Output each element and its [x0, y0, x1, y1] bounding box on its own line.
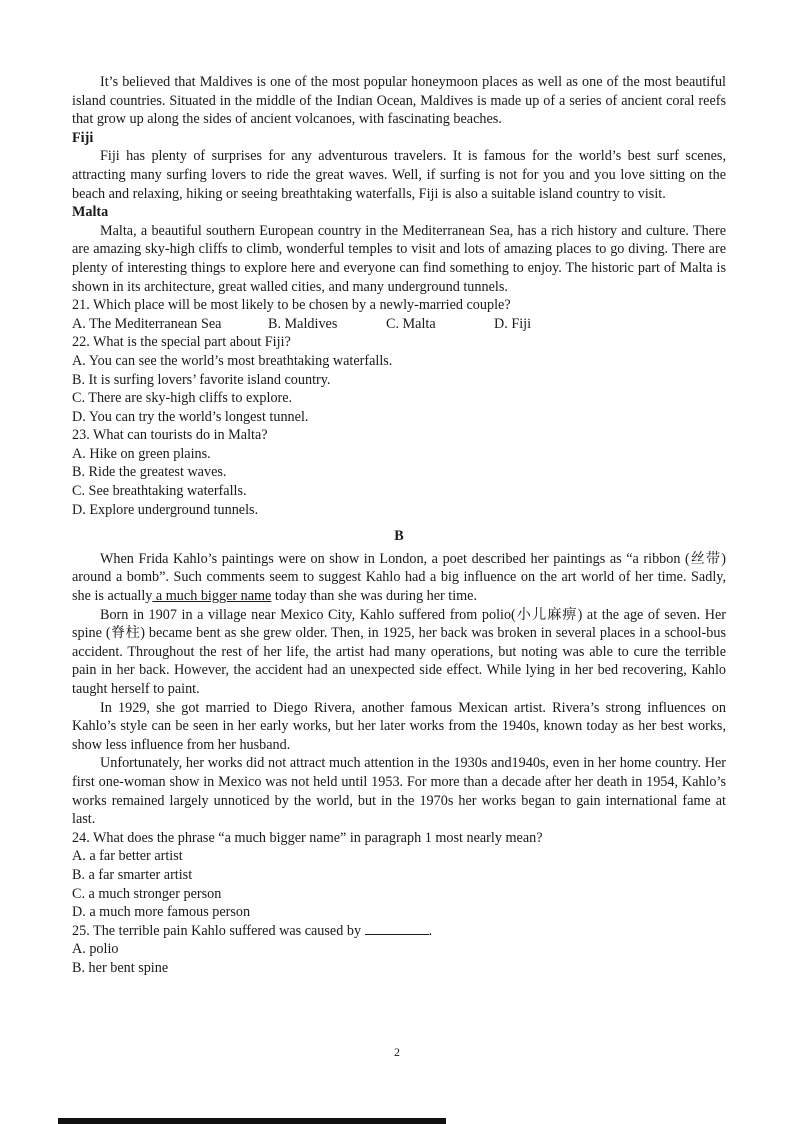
- question-22-option-c: C. There are sky-high cliffs to explore.: [72, 390, 293, 407]
- kahlo-paragraph-1: [72, 550, 726, 606]
- fiji-heading: Fiji: [72, 129, 94, 146]
- question-21-stem: 21. Which place will be most likely to be chosen by a newly-married couple?: [72, 297, 511, 314]
- question-21-option-a: A. The Mediterranean Sea: [72, 315, 222, 332]
- question-25-option-b: B. her bent spine: [72, 959, 169, 976]
- question-21-option-b: B. Maldives: [268, 315, 338, 332]
- question-25-line: [72, 922, 726, 941]
- question-24-option-b: B. a far smarter artist: [72, 866, 193, 883]
- kahlo-p1-text-before: When Frida Kahlo’s paintings were on show in London, a poet described her paintings as “a ribbon (丝带) around a bomb”. Such comments seem to suggest Kahlo had a big influence on the art world of her time. Sadly, she is actually: [72, 550, 726, 605]
- malta-paragraph: Malta, a beautiful southern European country in the Mediterranean Sea, has a rich history and culture. There are amazing sky-high cliffs to climb, wonderful temples to visit and lots of amazing places to go diving. There are plenty of interesting things to explore here and everyone can find something to enjoy. The historic part of Malta is shown in its architecture, great walled cities, and many underground tunnels.: [72, 222, 726, 295]
- kahlo-paragraph-3: In 1929, she got married to Diego Rivera, another famous Mexican artist. Rivera’s strong influences on Kahlo’s style can be seen in her early works, but her later works from the 1940s, known today as her best works, show less influence from her husband.: [72, 699, 726, 753]
- question-22-option-b: B. It is surfing lovers’ favorite island country.: [72, 371, 331, 388]
- question-25-option-a: A. polio: [72, 941, 119, 958]
- underlined-phrase: a much bigger name: [152, 588, 272, 605]
- exam-page: [72, 73, 726, 978]
- page-number: 2: [394, 1045, 400, 1059]
- question-24-option-c: C. a much stronger person: [72, 885, 222, 902]
- question-25-stem: 25. The terrible pain Kahlo suffered was caused by: [72, 922, 362, 939]
- question-23-option-b: B. Ride the greatest waves.: [72, 464, 227, 481]
- kahlo-paragraph-4: Unfortunately, her works did not attract much attention in the 1930s and1940s, even in her home country. Her first one-woman show in Mexico was not held until 1953. For more than a decade after her death in 1954, Kahlo’s works remained largely unnoticed by the world, but in the 1970s her works began to gain international fame at last.: [72, 755, 726, 828]
- question-21-option-d: D. Fiji: [494, 315, 532, 332]
- kahlo-p1-text-after: today than she was during her time.: [271, 588, 478, 605]
- question-23-option-a: A. Hike on green plains.: [72, 445, 211, 462]
- question-24-option-d: D. a much more famous person: [72, 904, 251, 921]
- fiji-paragraph: Fiji has plenty of surprises for any adventurous travelers. It is famous for the world’s best surf scenes, attracting many surfing lovers to ride the great waves. Well, if surfing is not for you and you love sitting on the beach and relaxing, hiking or seeing breathtaking waterfalls, Fiji is also a suitable island country to visit.: [72, 148, 726, 202]
- kahlo-paragraph-2: Born in 1907 in a village near Mexico City, Kahlo suffered from polio(小儿麻痹) at the age of seven. Her spine (脊柱) became bent as she grew older. Then, in 1925, her back was broken in several places in a school-bus accident. Throughout the rest of her life, the artist had many operations, but noting was able to cure the terrible pain in her back. However, the accident had an unexpected side effect. While lying in her bed recovering, Kahlo taught herself to paint.: [72, 606, 726, 697]
- question-24-stem: 24. What does the phrase “a much bigger name” in paragraph 1 most nearly mean?: [72, 829, 543, 846]
- question-23-option-d: D. Explore underground tunnels.: [72, 501, 259, 518]
- answer-blank: [365, 922, 429, 935]
- question-21-option-c: C. Malta: [386, 315, 436, 332]
- question-22-option-a: A. You can see the world’s most breathtaking waterfalls.: [72, 352, 393, 369]
- malta-heading: Malta: [72, 204, 109, 221]
- question-22-stem: 22. What is the special part about Fiji?: [72, 334, 291, 351]
- question-21-options: [72, 315, 726, 334]
- question-25-stem-end: .: [428, 922, 433, 939]
- question-22-option-d: D. You can try the world’s longest tunnel.: [72, 408, 309, 425]
- section-b-heading: B: [394, 528, 404, 545]
- question-24-option-a: A. a far better artist: [72, 848, 183, 865]
- scan-edge-bar: [58, 1118, 446, 1124]
- question-23-stem: 23. What can tourists do in Malta?: [72, 427, 268, 444]
- maldives-paragraph: It’s believed that Maldives is one of the most popular honeymoon places as well as one of the most beautiful island countries. Situated in the middle of the Indian Ocean, Maldives is made up of a series of ancient coral reefs that grow up along the sides of ancient volcanoes, with fascinating beaches.: [72, 74, 726, 128]
- question-23-option-c: C. See breathtaking waterfalls.: [72, 483, 247, 500]
